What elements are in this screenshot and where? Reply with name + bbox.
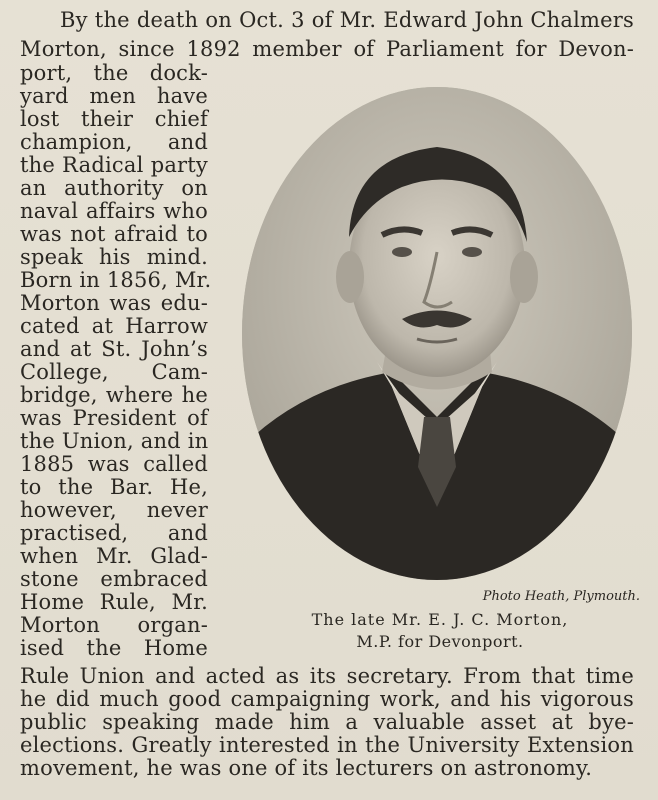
article-line: 1885 was called: [20, 452, 208, 476]
article-line: bridge, where he: [20, 383, 208, 407]
article-line: College, Cam-: [20, 360, 208, 384]
article-line: naval affairs who: [20, 199, 208, 223]
portrait-photo: [242, 87, 632, 580]
article-line: movement, he was one of its lecturers on astronomy.: [20, 756, 593, 780]
article-line: the Radical party: [20, 153, 208, 177]
article-line: Morton, since 1892 member of Parliament for Devon-: [20, 37, 634, 61]
article-line: Morton was edu-: [20, 291, 208, 315]
article-line: cated at Harrow: [20, 314, 208, 338]
figure-caption-subtitle: M.P. for Devonport.: [356, 632, 524, 651]
article-line: an authority on: [20, 176, 208, 200]
article-line: Rule Union and acted as its secretary. From that time: [20, 664, 634, 688]
article-line: Home Rule, Mr.: [20, 590, 208, 614]
article-line: and at St. John’s: [20, 337, 208, 361]
article-line: practised, and: [20, 521, 208, 545]
article-line: to the Bar. He,: [20, 475, 208, 499]
article-line: ised the Home: [20, 636, 208, 660]
article-line: port, the dock-: [20, 61, 208, 85]
article-line: Born in 1856, Mr.: [20, 268, 212, 292]
article-line: stone embraced: [20, 567, 208, 591]
article-line: elections. Greatly interested in the University Extension: [20, 733, 634, 757]
figure-caption-title: The late Mr. E. J. C. Morton,: [311, 610, 569, 629]
article-line: yard men have: [20, 84, 208, 108]
article-line: was not afraid to: [20, 222, 208, 246]
photo-credit: Photo Heath, Plymouth.: [482, 589, 640, 604]
article-line: public speaking made him a valuable asset at bye-: [20, 710, 634, 734]
article-line: champion, and: [20, 130, 208, 154]
article-line: Morton organ-: [20, 613, 208, 637]
article-line: when Mr. Glad-: [20, 544, 208, 568]
article-line: lost their chief: [20, 107, 208, 131]
article-line: he did much good campaigning work, and his vigorous: [20, 687, 634, 711]
article-line: the Union, and in: [20, 429, 209, 453]
article-line: By the death on Oct. 3 of Mr. Edward John Chalmers: [60, 8, 634, 32]
article-line: was President of: [20, 406, 208, 430]
article-line: speak his mind.: [20, 245, 208, 269]
article-line: however, never: [20, 498, 208, 522]
